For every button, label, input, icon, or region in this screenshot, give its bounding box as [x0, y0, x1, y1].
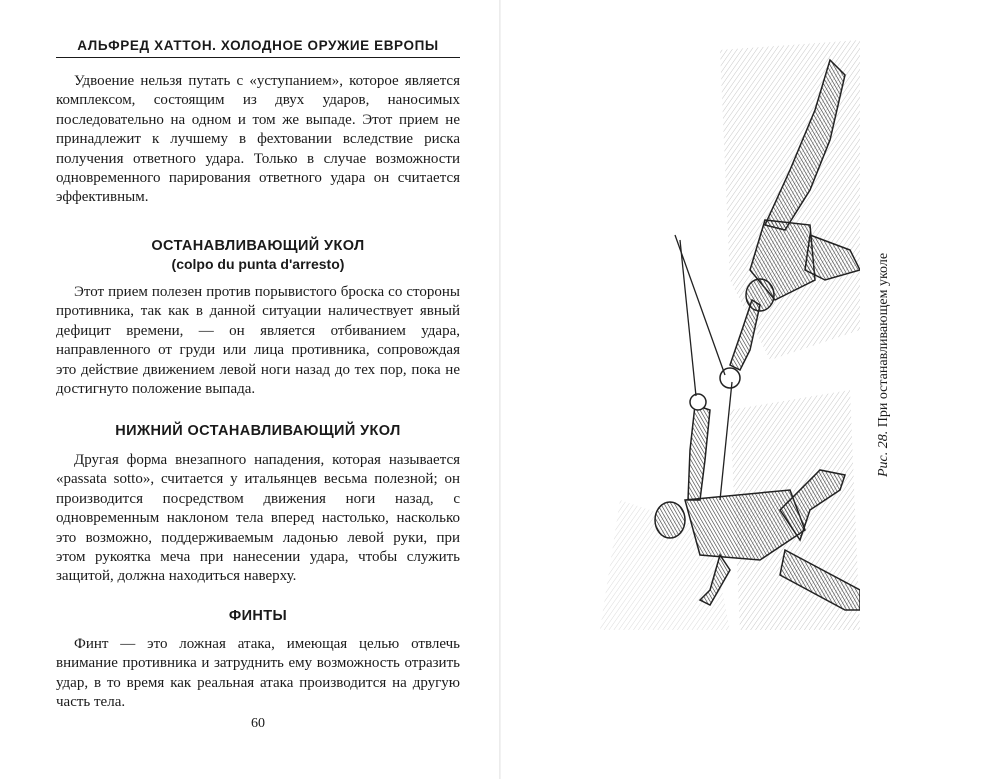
upper-fencer-sword	[675, 235, 725, 375]
lower-fencer-sword	[680, 240, 696, 396]
heading-stop-thrust: ОСТАНАВЛИВАЮЩИЙ УКОЛ	[151, 238, 365, 254]
page-number: 60	[251, 716, 265, 731]
heading-low-stop-thrust: НИЖНИЙ ОСТАНАВЛИВАЮЩИЙ УКОЛ	[115, 423, 401, 439]
paragraph-low-stop-thrust: Другая форма внезапного нападения, которая называется «passata sotto», считается у итальянцев весьма полезной; он производится посредством движения ноги назад, с одновременным наклоном тела вперед настолько, насколько это возможно, поддерживаемым ладонью левой руки, при этом рукоятка меча при нанесении удара, чтобы служить защитой, должна находиться наверху.	[56, 452, 460, 585]
heading-feints: ФИНТЫ	[228, 608, 288, 624]
upper-fencer-blade	[720, 382, 732, 500]
figure-caption	[872, 252, 896, 478]
paragraph-feints: Финт — это ложная атака, имеющая целью отвлечь внимание противника и затруднить ему возможность отразить удар, в то время как реальная атака производится на другую часть тела.	[56, 636, 460, 711]
figure-caption-text: При останавливающем уколе	[876, 252, 891, 428]
running-head: АЛЬФРЕД ХАТТОН. ХОЛОДНОЕ ОРУЖИЕ ЕВРОПЫ	[56, 38, 460, 58]
paragraph-doubling: Удвоение нельзя путать с «уступанием», которое является комплексом, состоящим из двух ударов, наносимых последовательно на одном и том же выпаде. Этот прием не принадлежит к лучшему в фехтовании вследствие риска получения ответного удара. Только в случае возможности одновременного парирования ответного удара он считается эффективным.	[56, 73, 460, 206]
subheading-stop-thrust: (colpo du punta d'arresto)	[171, 256, 345, 272]
right-page	[500, 0, 1001, 779]
paragraph-stop-thrust: Этот прием полезен против порывистого броска со стороны противника, так как в данной ситуации наличествует явный дефицит времени, — он является отбиванием удара, направленного от груди или лица противника, сопровождая это действие движением левой ноги назад до тех пор, пока не достигнуто положение выпада.	[56, 284, 460, 398]
left-page	[0, 0, 500, 779]
fencers-illustration	[560, 30, 860, 630]
figure-label: Рис. 28.	[876, 430, 891, 478]
